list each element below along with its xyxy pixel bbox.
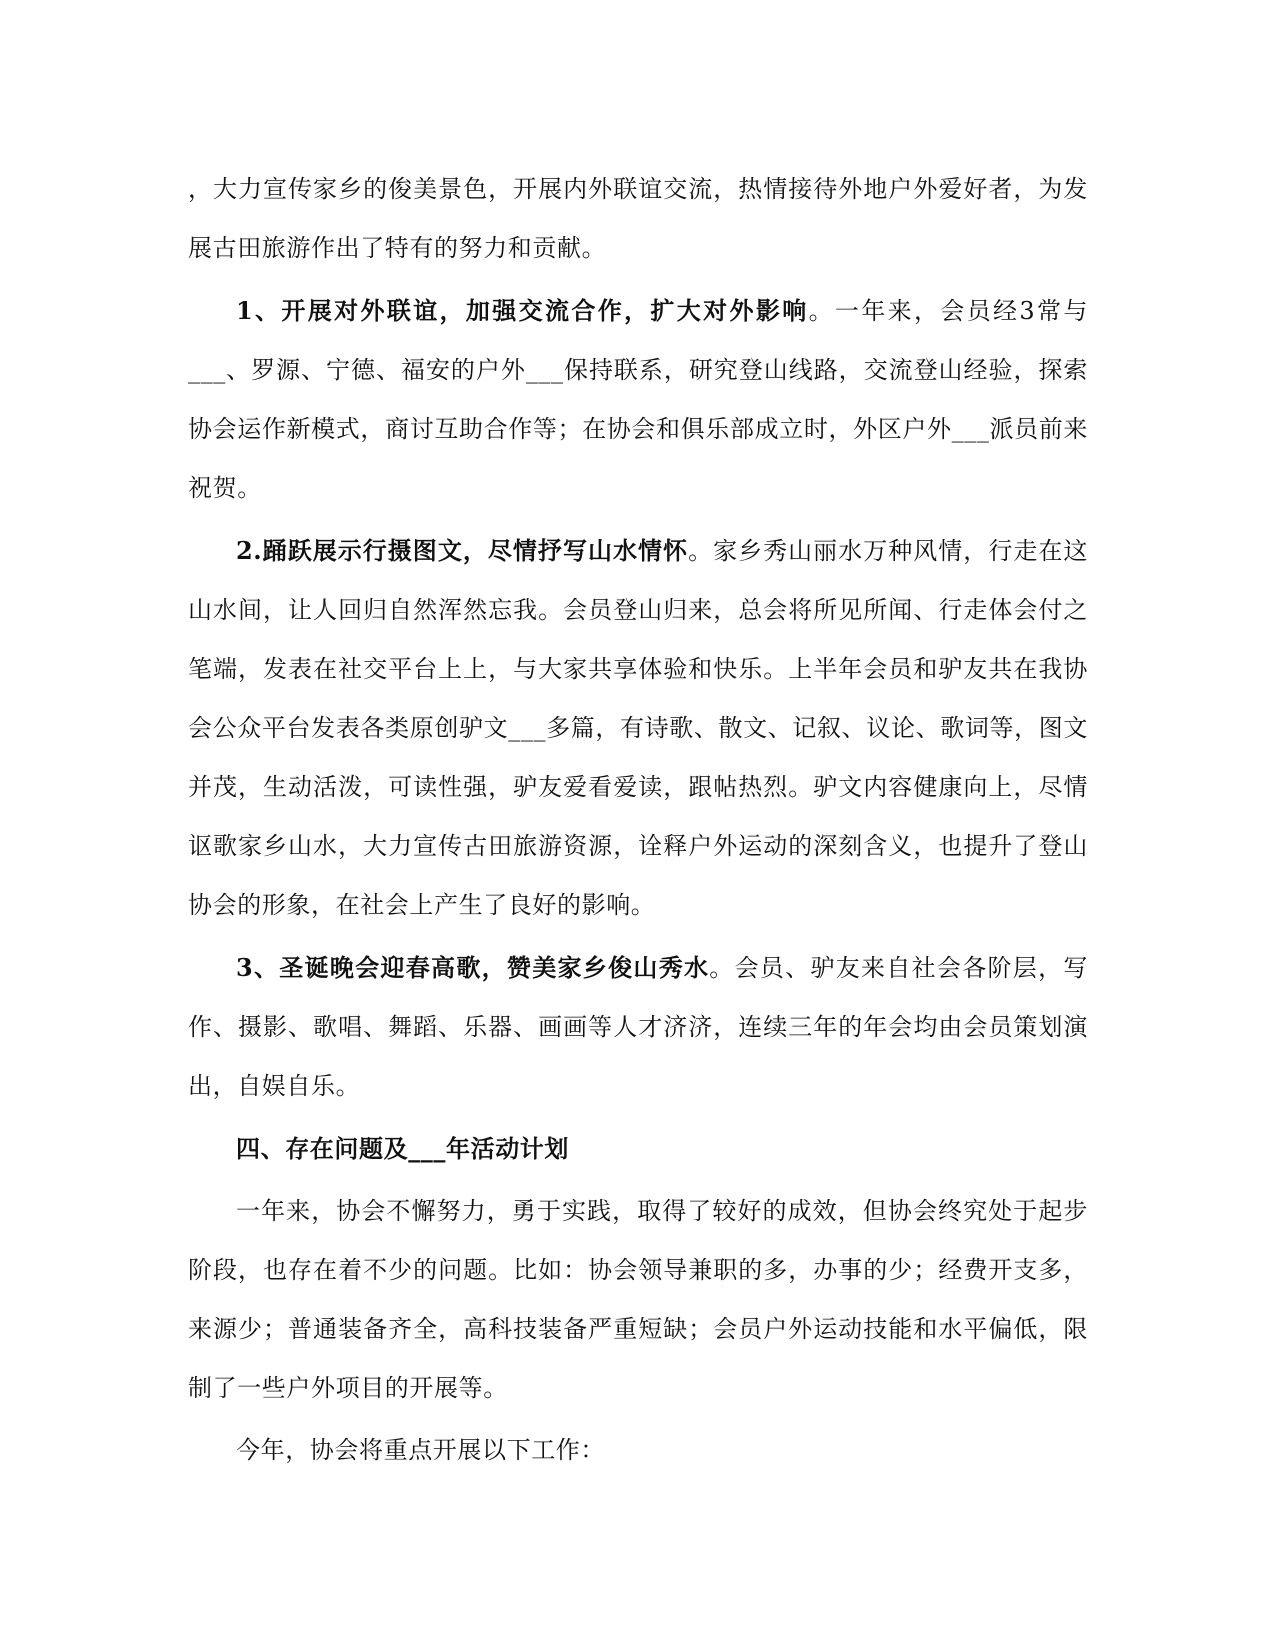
document-body xyxy=(188,160,1088,1480)
paragraph-text: 。会员、驴友来自社会各阶层，写作、摄影、歌唱、舞蹈、乐器、画画等人才济济，连续三年的年会均由会员策划演出，自娱自乐。 xyxy=(188,954,1088,1100)
section-heading: 3、圣诞晚会迎春高歌，赞美家乡俊山秀水 xyxy=(236,953,710,982)
paragraph-problems xyxy=(188,1182,1088,1418)
paragraph-section-3 xyxy=(188,938,1088,1116)
paragraph-text: 一年来，协会不懈努力，勇于实践，取得了较好的成效，但协会终究处于起步阶段，也存在着不少的问题。比如：协会领导兼职的多，办事的少；经费开支多，来源少；普通装备齐全，高科技装备严重短缺；会员户外运动技能和水平偏低，限制了一些户外项目的开展等。 xyxy=(188,1197,1088,1402)
section-heading: 1、开展对外联谊，加强交流合作，扩大对外影响 xyxy=(236,296,809,325)
paragraph-text: 。家乡秀山丽水万种风情，行走在这山水间，让人回归自然浑然忘我。会员登山归来，总会将所见所闻、行走体会付之笔端，发表在社交平台上上，与大家共享体验和快乐。上半年会员和驴友共在我协会公众平台发表各类原创驴文___多篇，有诗歌、散文、记叙、议论、歌词等，图文并茂，生动活泼，可读性强，驴友爱看爱读，跟帖热烈。驴文内容健康向上，尽情讴歌家乡山水，大力宣传古田旅游资源，诠释户外运动的深刻含义，也提升了登山协会的形象，在社会上产生了良好的影响。 xyxy=(188,537,1088,919)
section-heading: 2.踊跃展示行摄图文，尽情抒写山水情怀 xyxy=(236,536,689,565)
paragraph-section-1 xyxy=(188,281,1088,518)
paragraph-text: 今年，协会将重点开展以下工作： xyxy=(236,1436,605,1464)
paragraph-section-2 xyxy=(188,521,1088,935)
paragraph-text: ，大力宣传家乡的俊美景色，开展内外联谊交流，热情接待外地户外爱好者，为发展古田旅游作出了特有的努力和贡献。 xyxy=(188,175,1088,262)
paragraph-continuation xyxy=(188,160,1088,278)
section-4-heading xyxy=(188,1119,1088,1179)
paragraph-text: 。一年来，会员经3常与___、罗源、宁德、福安的户外___保持联系，研究登山线路，交流登山经验，探索协会运作新模式，商讨互助合作等；在协会和俱乐部成立时，外区户外___派员前来祝贺。 xyxy=(188,297,1088,502)
section-heading: 四、存在问题及___年活动计划 xyxy=(236,1134,569,1163)
paragraph-plan-intro xyxy=(188,1421,1088,1480)
